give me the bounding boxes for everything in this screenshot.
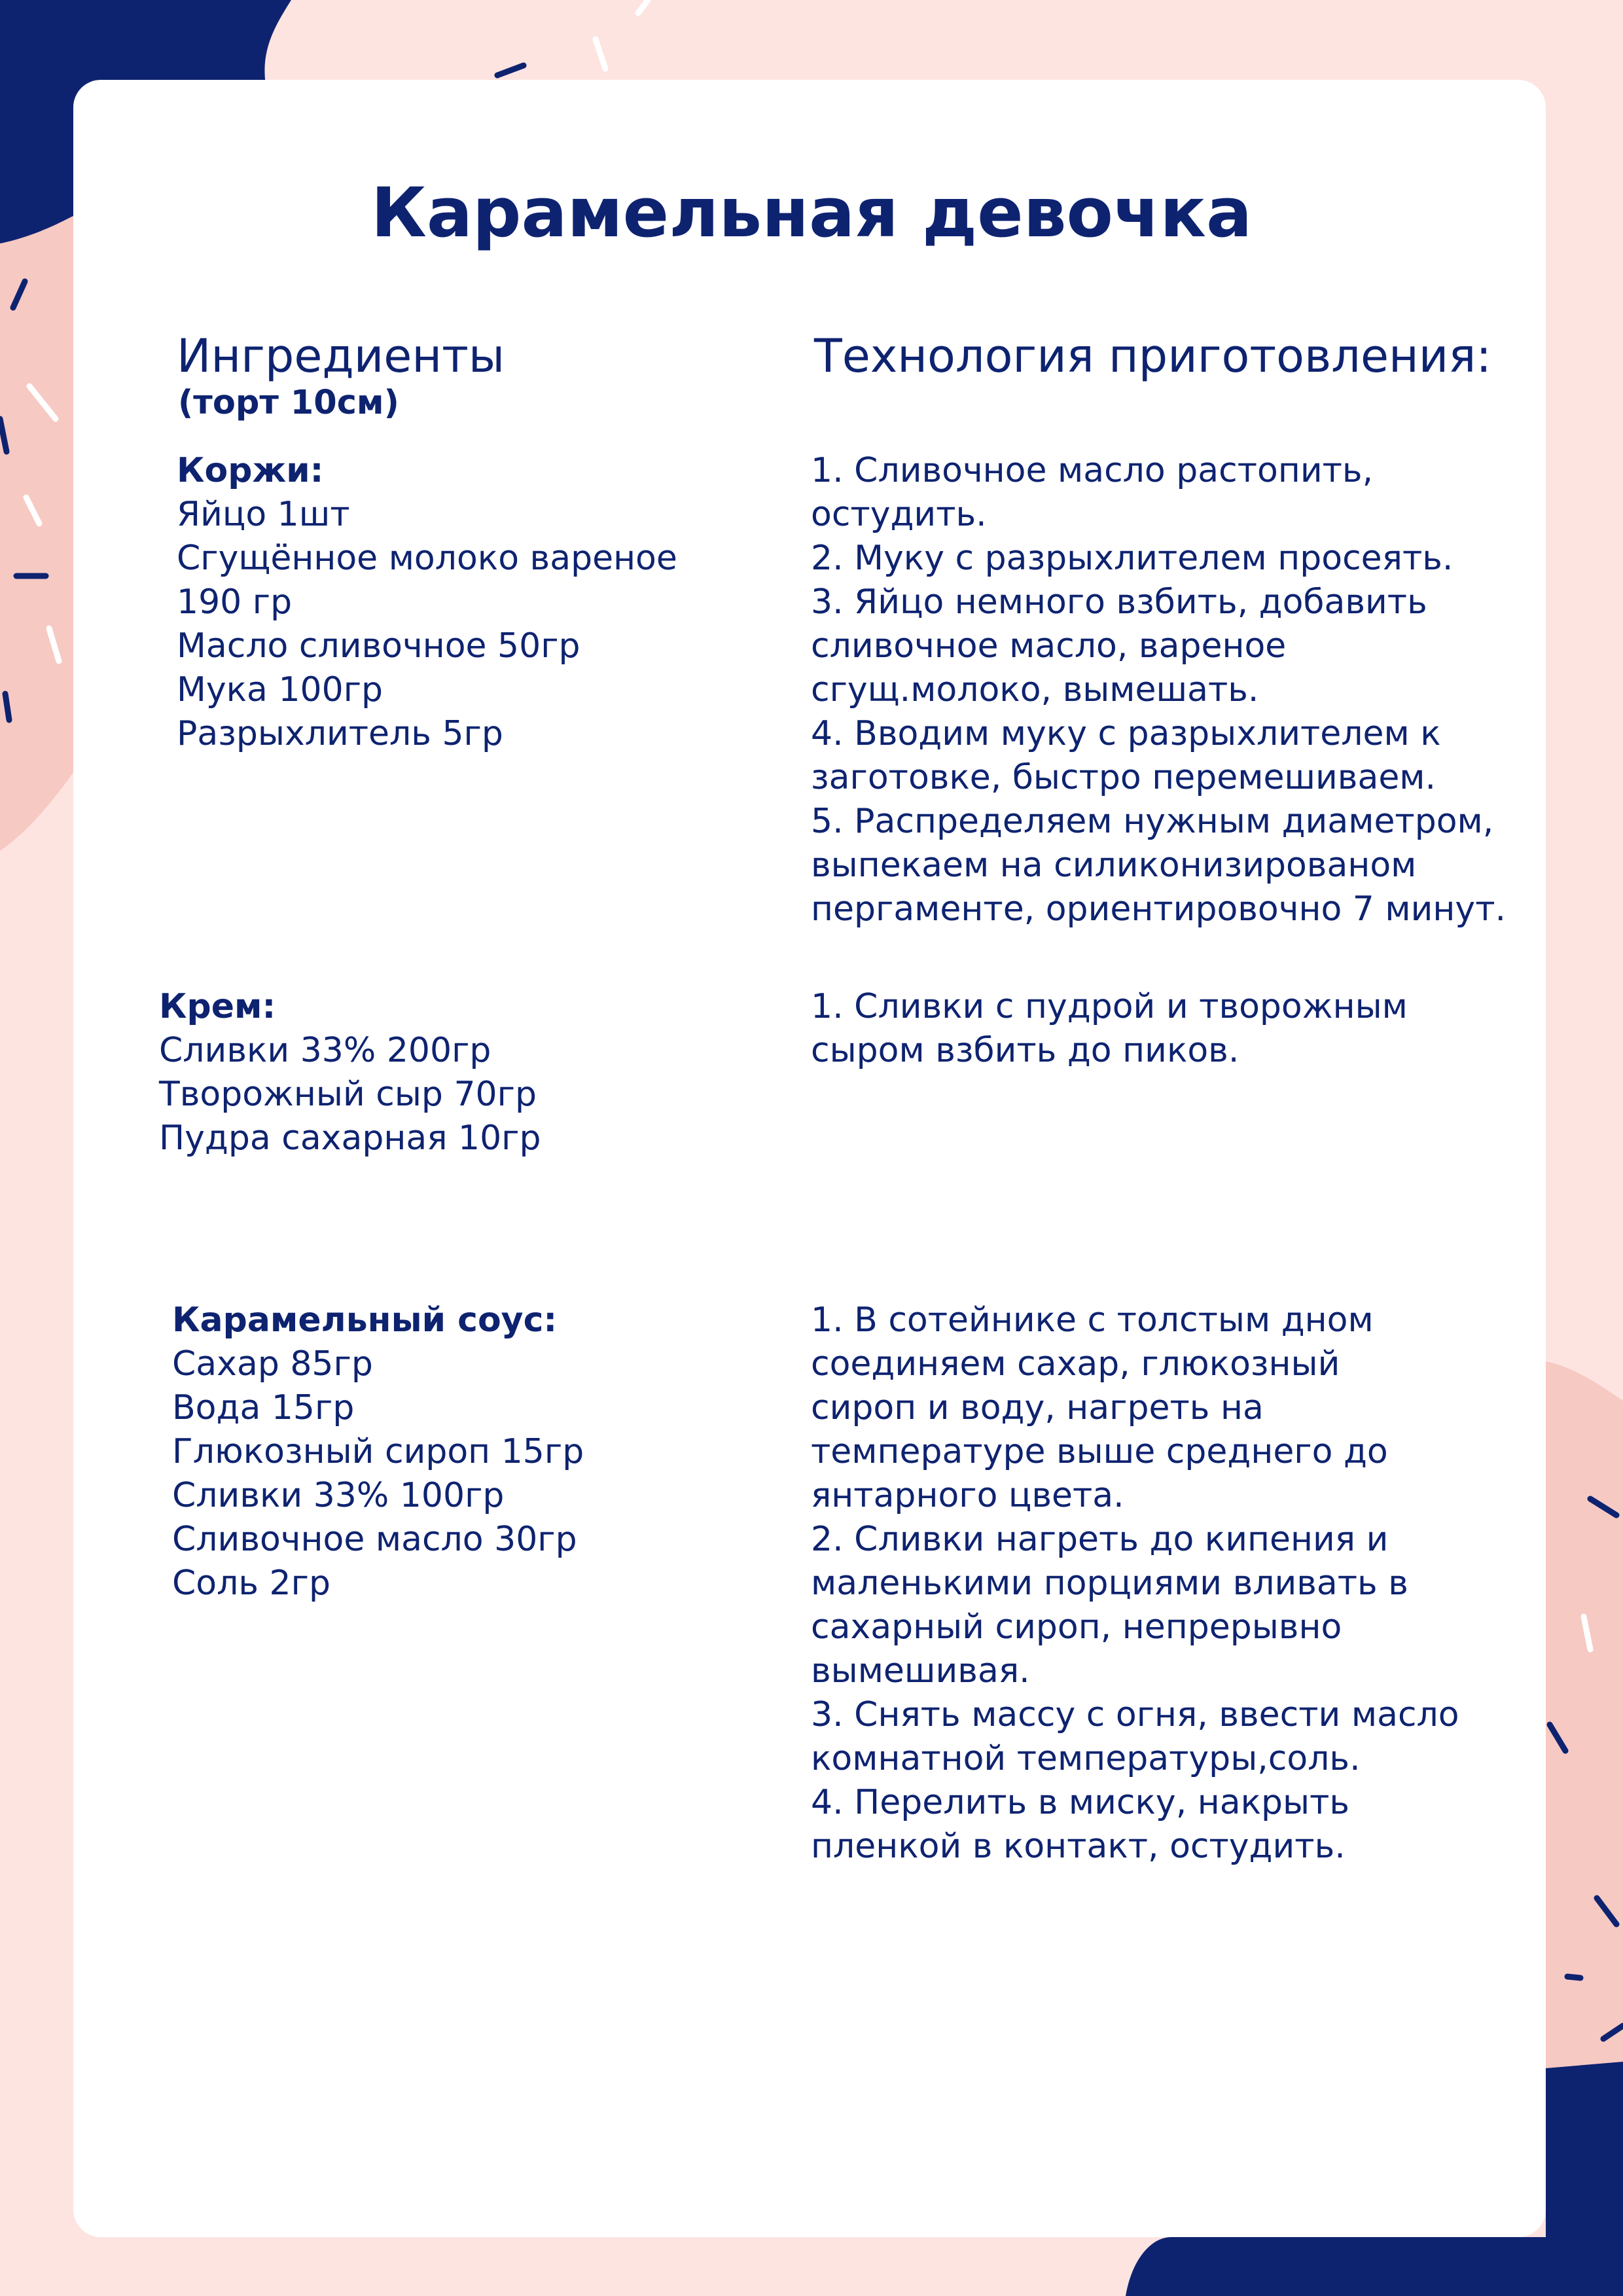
caramel-steps bbox=[811, 1299, 1459, 1869]
list-item: 3. Снять массу с огня, ввести масло bbox=[811, 1695, 1459, 1734]
list-item: Сливки 33% 100гр bbox=[172, 1476, 505, 1515]
list-item: Разрыхлитель 5гр bbox=[177, 714, 503, 753]
list-item: 190 гр bbox=[177, 583, 293, 622]
list-item: 1. Сливочное масло растопить, bbox=[811, 451, 1374, 490]
technology-heading: Технология приготовления: bbox=[814, 329, 1491, 383]
list-item: остудить. bbox=[811, 495, 987, 534]
page-title: Карамельная девочка bbox=[370, 173, 1253, 253]
list-item: Пудра сахарная 10гр bbox=[159, 1119, 541, 1158]
list-item: 3. Яйцо немного взбить, добавить bbox=[811, 583, 1427, 622]
list-item: сыром взбить до пиков. bbox=[811, 1031, 1240, 1070]
list-item: янтарного цвета. bbox=[811, 1476, 1124, 1515]
caramel-ingredient-list bbox=[172, 1342, 584, 1605]
cream-steps bbox=[811, 985, 1408, 1073]
sponge-steps bbox=[811, 449, 1506, 931]
cream-ingredients bbox=[159, 985, 541, 1160]
list-item: 2. Сливки нагреть до кипения и bbox=[811, 1520, 1389, 1559]
list-item: Соль 2гр bbox=[172, 1564, 330, 1603]
list-item: соединяем сахар, глюкозный bbox=[811, 1344, 1340, 1384]
caramel-ingredients bbox=[172, 1299, 584, 1605]
list-item: 1. Сливки с пудрой и творожным bbox=[811, 987, 1408, 1026]
sponge-title: Коржи: bbox=[177, 451, 324, 490]
list-item: Сливки 33% 200гр bbox=[159, 1031, 491, 1070]
list-item: Сгущённое молоко вареное bbox=[177, 539, 677, 578]
list-item: 4. Перелить в миску, накрыть bbox=[811, 1783, 1350, 1822]
list-item: Творожный сыр 70гр bbox=[159, 1075, 537, 1114]
ingredients-heading: Ингредиенты bbox=[177, 329, 505, 383]
sponge-ingredient-list bbox=[177, 493, 677, 756]
caramel-title: Карамельный соус: bbox=[172, 1300, 558, 1340]
list-item: сироп и воду, нагреть на bbox=[811, 1388, 1264, 1427]
list-item: температуре выше среднего до bbox=[811, 1432, 1388, 1471]
list-item: вымешивая. bbox=[811, 1651, 1030, 1691]
list-item: 2. Муку с разрыхлителем просеять. bbox=[811, 539, 1454, 578]
list-item: сгущ.молоко, вымешать. bbox=[811, 670, 1259, 709]
list-item: комнатной температуры,соль. bbox=[811, 1739, 1361, 1778]
list-item: Сливочное масло 30гр bbox=[172, 1520, 577, 1559]
list-item: пергаменте, ориентировочно 7 минут. bbox=[811, 889, 1507, 929]
pink-blob-left bbox=[0, 216, 73, 851]
list-item: Яйцо 1шт bbox=[177, 495, 350, 534]
sponge-ingredients bbox=[177, 449, 677, 756]
list-item: сахарный сироп, непрерывно bbox=[811, 1607, 1342, 1647]
list-item: Мука 100гр bbox=[177, 670, 383, 709]
pink-blob-right bbox=[1546, 1361, 1623, 2068]
list-item: маленькими порциями вливать в bbox=[811, 1564, 1408, 1603]
list-item: заготовке, быстро перемешиваем. bbox=[811, 758, 1436, 797]
list-item: 4. Вводим муку с разрыхлителем к bbox=[811, 714, 1441, 753]
caramel-step-list bbox=[811, 1299, 1459, 1869]
cream-step-list bbox=[811, 985, 1408, 1073]
list-item: Глюкозный сироп 15гр bbox=[172, 1432, 584, 1471]
cream-title: Крем: bbox=[159, 987, 276, 1026]
list-item: пленкой в контакт, остудить. bbox=[811, 1827, 1346, 1866]
sponge-step-list bbox=[811, 449, 1506, 931]
list-item: Масло сливочное 50гр bbox=[177, 626, 580, 666]
ingredients-subheading: (торт 10см) bbox=[178, 384, 399, 422]
list-item: Вода 15гр bbox=[172, 1388, 355, 1427]
list-item: сливочное масло, вареное bbox=[811, 626, 1287, 666]
cream-ingredient-list bbox=[159, 1029, 541, 1160]
list-item: Сахар 85гр bbox=[172, 1344, 373, 1384]
list-item: 5. Распределяем нужным диаметром, bbox=[811, 802, 1494, 841]
list-item: 1. В сотейнике с толстым дном bbox=[811, 1300, 1374, 1340]
list-item: выпекаем на силиконизированом bbox=[811, 846, 1417, 885]
